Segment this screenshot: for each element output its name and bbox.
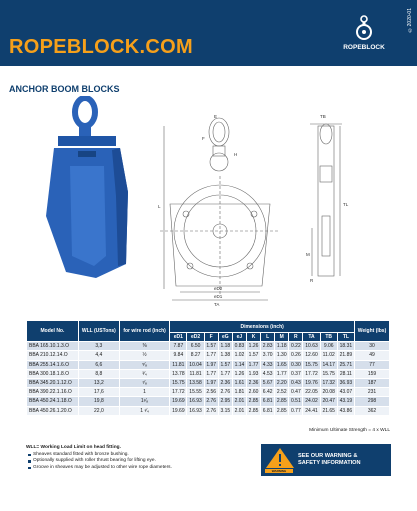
table-cell: 2.56 <box>204 388 218 397</box>
notes-list <box>26 452 172 472</box>
table-cell: 187 <box>354 378 389 387</box>
front-view-drawing <box>160 118 280 300</box>
col-tl: TL <box>337 333 354 342</box>
table-cell: 3.15 <box>218 406 232 415</box>
table-cell: 1.38 <box>218 351 232 360</box>
dim-label-ta: TA <box>214 302 220 307</box>
dim-label-e: E <box>214 114 218 119</box>
wll-note: WLL= Working Load Limit on head fitting. <box>26 445 121 450</box>
table-cell: 2.76 <box>218 388 232 397</box>
table-cell: 1.97 <box>204 360 218 369</box>
table-cell: 9.06 <box>320 342 337 351</box>
table-cell: 43.19 <box>337 397 354 406</box>
table-cell: 36.93 <box>337 378 354 387</box>
table-cell: 1¹⁄₈ <box>119 397 169 406</box>
table-cell: 10.63 <box>303 342 320 351</box>
dim-label-f: F <box>202 136 205 141</box>
table-cell: 1.57 <box>204 342 218 351</box>
table-cell: 1.65 <box>275 360 289 369</box>
table-row <box>27 342 390 351</box>
brand-name[interactable]: ROPEBLOCK.COM <box>9 36 193 58</box>
table-cell: ³⁄₄ <box>119 369 169 378</box>
col-dimensions: Dimensions (inch) <box>170 321 355 333</box>
table-cell: 2.01 <box>232 397 246 406</box>
table-cell: 9.84 <box>170 351 187 360</box>
table-cell: 13,2 <box>78 378 119 387</box>
table-cell: 24.41 <box>303 406 320 415</box>
table-cell: 21.89 <box>337 351 354 360</box>
table-cell: 1.93 <box>246 369 260 378</box>
col-model: Model No. <box>27 321 79 342</box>
table-row <box>27 378 390 387</box>
cell-model: BBA 345.20.1.12.O <box>27 378 79 387</box>
table-cell: 12.60 <box>303 351 320 360</box>
table-cell: 0.51 <box>289 397 303 406</box>
table-cell: ⅜ <box>119 342 169 351</box>
table-cell: 1.77 <box>204 369 218 378</box>
col-weight: Weight (lbs) <box>354 321 389 342</box>
table-cell: 0.43 <box>289 378 303 387</box>
page-header <box>0 0 417 66</box>
table-cell: 1 <box>119 388 169 397</box>
specification-table <box>26 320 390 416</box>
col-wire-rod: for wire rod (inch) <box>119 321 169 342</box>
table-body <box>27 342 390 416</box>
table-cell: 1.30 <box>275 351 289 360</box>
table-cell: 2.76 <box>204 397 218 406</box>
table-cell: 18.31 <box>337 342 354 351</box>
dim-label-m: M <box>306 252 310 257</box>
dim-label-l: L <box>158 204 161 209</box>
anchor-boom-block-illustration <box>46 98 128 278</box>
table-cell: 20.47 <box>320 397 337 406</box>
dim-label-ed2: eD2 <box>214 286 223 291</box>
table-cell: 2.36 <box>246 378 260 387</box>
table-cell: 28.11 <box>337 369 354 378</box>
table-cell: 15.55 <box>187 388 204 397</box>
cell-model: BBA 300.18.1.8.O <box>27 369 79 378</box>
page-title: ANCHOR BOOM BLOCKS <box>9 84 120 94</box>
table-cell: 0.77 <box>289 406 303 415</box>
table-cell: 1.77 <box>218 369 232 378</box>
table-cell: 15.75 <box>320 369 337 378</box>
side-view-drawing <box>310 124 342 276</box>
table-row <box>27 351 390 360</box>
col-wll: WLL (USTons) <box>78 321 119 342</box>
table-row <box>27 406 390 415</box>
col-m: M <box>275 333 289 342</box>
table-header-row <box>27 321 390 333</box>
table-cell: 3,3 <box>78 342 119 351</box>
list-item: Groove in sheaves may be adjusted to other wire rope diameters. <box>33 464 172 470</box>
col-k: K <box>246 333 260 342</box>
table-cell: 1.57 <box>218 360 232 369</box>
table-cell: 0.47 <box>289 388 303 397</box>
cell-model: BBA 210.12.14.O <box>27 351 79 360</box>
table-cell: 16.93 <box>187 406 204 415</box>
copyright-note: ©2020-01 <box>407 8 413 33</box>
product-drawing <box>0 96 417 314</box>
table-cell: 6,6 <box>78 360 119 369</box>
table-cell: ⁵⁄₈ <box>119 360 169 369</box>
table-cell: 11.81 <box>187 369 204 378</box>
col-ed1: eD1 <box>170 333 187 342</box>
table-row <box>27 369 390 378</box>
table-cell: 15.75 <box>170 378 187 387</box>
table-cell: 3.70 <box>261 351 275 360</box>
table-cell: 1.97 <box>204 378 218 387</box>
table-cell: 2.85 <box>275 397 289 406</box>
table-cell: 1.77 <box>246 360 260 369</box>
table-cell: 0.37 <box>289 369 303 378</box>
dim-label-h: H <box>234 152 238 157</box>
table-cell: 19.69 <box>170 406 187 415</box>
cell-model: BBA 255.14.1.6.O <box>27 360 79 369</box>
table-cell: 19.69 <box>170 397 187 406</box>
dim-label-ed1: eD1 <box>214 294 223 299</box>
table-cell: 159 <box>354 369 389 378</box>
logo-text: ROPEBLOCK <box>343 44 385 51</box>
warning-line-2: SAFETY INFORMATION <box>298 460 361 466</box>
table-cell: 1.26 <box>232 369 246 378</box>
table-cell: 22,0 <box>78 406 119 415</box>
dim-label-tb: TB <box>320 114 326 119</box>
table-cell: 14.17 <box>320 360 337 369</box>
table-cell: 19,8 <box>78 397 119 406</box>
col-f: F <box>204 333 218 342</box>
table-cell: 0.22 <box>289 342 303 351</box>
table-cell: 1.26 <box>246 342 260 351</box>
cell-model: BBA 450.24.1.18.O <box>27 397 79 406</box>
table-cell: 0.83 <box>232 342 246 351</box>
table-cell: 2.52 <box>275 388 289 397</box>
table-cell: 11.81 <box>170 360 187 369</box>
table-cell: 43.07 <box>337 388 354 397</box>
col-ej: eJ <box>232 333 246 342</box>
table-cell: 7.87 <box>170 342 187 351</box>
table-cell: 22.05 <box>303 388 320 397</box>
table-row <box>27 360 390 369</box>
table-cell: 2.85 <box>246 406 260 415</box>
table-cell: 2.76 <box>204 406 218 415</box>
table-cell: 15.75 <box>303 360 320 369</box>
warning-link-text[interactable] <box>298 453 361 467</box>
table-cell: 1 ¹⁄₄ <box>119 406 169 415</box>
table-cell: 17.72 <box>303 369 320 378</box>
col-ed2: eD2 <box>187 333 204 342</box>
table-cell: 1.77 <box>204 351 218 360</box>
table-cell: 25.71 <box>337 360 354 369</box>
table-cell: 10.04 <box>187 360 204 369</box>
table-cell: 6.81 <box>261 397 275 406</box>
pulley-hook-icon <box>353 14 375 42</box>
table-cell: 30 <box>354 342 389 351</box>
table-cell: 1.02 <box>232 351 246 360</box>
list-item: Sheaves standard fitted with bronze bushing. <box>33 452 172 459</box>
table-cell: 21.65 <box>320 406 337 415</box>
table-cell: 43.86 <box>337 406 354 415</box>
table-cell: 4.33 <box>261 360 275 369</box>
col-r: R <box>289 333 303 342</box>
table-cell: 17,6 <box>78 388 119 397</box>
col-tb: TB <box>320 333 337 342</box>
table-cell: 231 <box>354 388 389 397</box>
table-cell: 19.76 <box>303 378 320 387</box>
table-cell: 2.95 <box>218 397 232 406</box>
table-cell: 1.57 <box>246 351 260 360</box>
cell-model: BBA 450.26.1.20.O <box>27 406 79 415</box>
table-cell: 1.61 <box>232 378 246 387</box>
table-cell: 24.02 <box>303 397 320 406</box>
table-cell: 6.42 <box>261 388 275 397</box>
table-cell: 2.60 <box>246 388 260 397</box>
table-cell: 13.78 <box>170 369 187 378</box>
table-cell: 2.83 <box>261 342 275 351</box>
col-ta: TA <box>303 333 320 342</box>
table-cell: 1.14 <box>232 360 246 369</box>
table-cell: 13.58 <box>187 378 204 387</box>
ropeblock-logo[interactable] <box>329 14 399 64</box>
col-eg: eG <box>218 333 232 342</box>
table-cell: 17.72 <box>170 388 187 397</box>
dim-label-r: R <box>310 278 314 283</box>
table-cell: 49 <box>354 351 389 360</box>
dim-label-tl: TL <box>343 202 349 207</box>
table-cell: 4,4 <box>78 351 119 360</box>
table-cell: 5.67 <box>261 378 275 387</box>
table-cell: 1.77 <box>275 369 289 378</box>
table-cell: 20.08 <box>320 388 337 397</box>
table-cell: 2.01 <box>232 406 246 415</box>
table-cell: 362 <box>354 406 389 415</box>
table-cell: 8,8 <box>78 369 119 378</box>
table-cell: ⁷⁄₈ <box>119 378 169 387</box>
table-row <box>27 397 390 406</box>
table-cell: 17.32 <box>320 378 337 387</box>
warning-badge: WARNING <box>265 469 293 473</box>
table-cell: 0.30 <box>289 360 303 369</box>
table-cell: 2.20 <box>275 378 289 387</box>
table-cell: 1.81 <box>232 388 246 397</box>
table-cell: 2.85 <box>246 397 260 406</box>
warning-banner[interactable] <box>261 444 391 476</box>
cell-model: BBA 390.22.1.16.O <box>27 388 79 397</box>
table-cell: 16.93 <box>187 397 204 406</box>
table-cell: 8.27 <box>187 351 204 360</box>
cell-model: BBA 165.10.1.3.O <box>27 342 79 351</box>
table-cell: 1.18 <box>218 342 232 351</box>
table-cell: 77 <box>354 360 389 369</box>
table-cell: 2.85 <box>275 406 289 415</box>
col-l: L <box>261 333 275 342</box>
table-cell: 6.50 <box>187 342 204 351</box>
table-cell: 0.26 <box>289 351 303 360</box>
warning-triangle-icon <box>265 447 295 469</box>
notes-section <box>26 445 172 471</box>
table-row <box>27 388 390 397</box>
list-item: Optionally supplied with roller thrust bearing for lifting eye. <box>33 458 172 465</box>
table-cell: ½ <box>119 351 169 360</box>
table-cell: 1.18 <box>275 342 289 351</box>
table-cell: 298 <box>354 397 389 406</box>
table-cell: 6.81 <box>261 406 275 415</box>
table-cell: 2.36 <box>218 378 232 387</box>
table-cell: 11.02 <box>320 351 337 360</box>
table-cell: 4.53 <box>261 369 275 378</box>
min-strength-note: Minimum Ultimate Strength = 4 x WLL <box>309 428 390 433</box>
warning-line-1: SEE OUR WARNING & <box>298 453 358 459</box>
